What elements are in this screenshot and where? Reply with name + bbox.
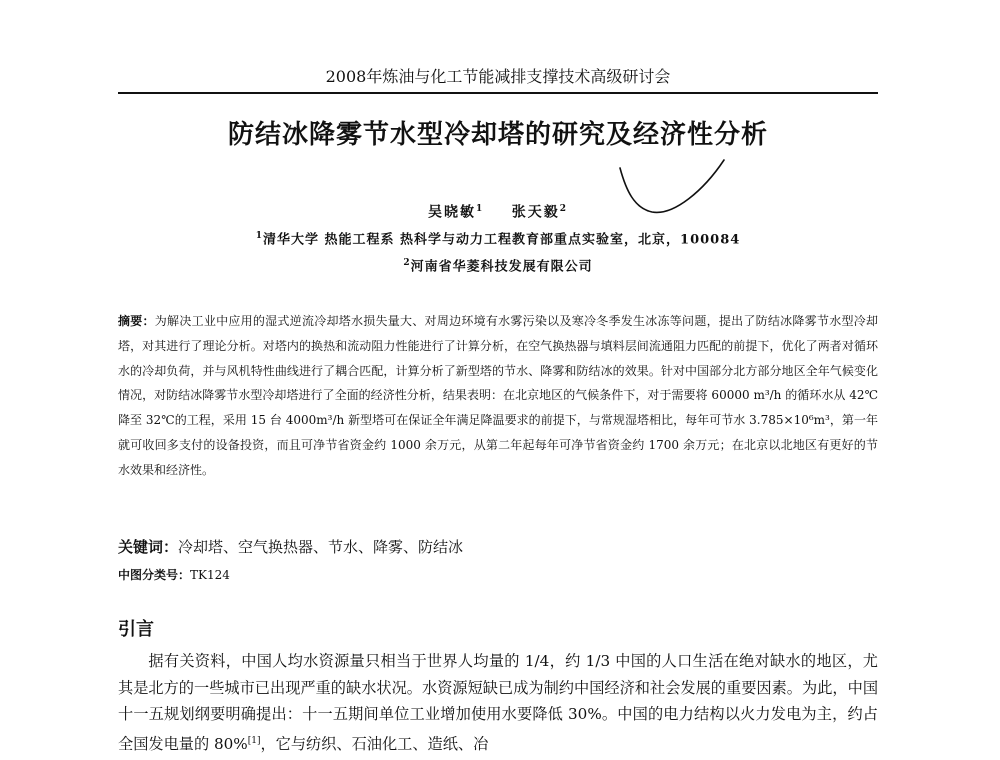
abstract-text: 为解决工业中应用的湿式逆流冷却塔水损失量大、对周边环境有水雾污染以及寒冷冬季发生冰冻等问题，提出了防结冰降雾节水型冷却塔，对其进行了理论分析。对塔内的换热和流动阻力性能进行了计算分析，在空气换热器与填料层间流通阻力匹配的前提下，优化了两者对循环水的冷却负荷，并与风机特性曲线进行了耦合匹配，计算分析了新型塔的节水、降雾和防结冰的效果。针对中国部分北方部分地区全年气候变化情况，对防结冰降雾节水型冷却塔进行了全面的经济性分析，结果表明：在北京地区的气候条件下，对于需要将 60000 m³/h 的循环水从 42℃降至 32℃的工程，采用 15 台 4000m³/h 新型塔可在保证全年满足降温要求的前提下，与常规湿塔相比，每年可节水 3.785×10⁶m³，第一年就可收回多支付的设备投资，而且可净节省资金约 1000 余万元，从第二年起每年可净节省资金约 1700 余万元；在北京以北地区有更好的节水效果和经济性。 <box>118 314 878 477</box>
introduction-paragraph <box>118 648 878 757</box>
affiliation <box>118 227 878 249</box>
author-mark: 2 <box>559 204 569 214</box>
abstract-label: 摘要： <box>118 314 155 328</box>
author-mark: 1 <box>475 204 485 214</box>
paper-title: 防结冰降雾节水型冷却塔的研究及经济性分析 <box>227 120 768 150</box>
affiliation <box>118 254 878 276</box>
citation-reference: [1] <box>247 735 261 746</box>
affiliation-mark: 1 <box>255 231 263 241</box>
header-rule <box>118 92 878 94</box>
intro-text: 据有关资料，中国人均水资源量只相当于世界人均量的 1/4，约 1/3 中国的人口生活在绝对缺水的地区，尤其是北方的一些城市已出现严重的缺水状况。水资源短缺已成为制约中国经济和社会发展的重要因素。为此，中国十一五规划纲要明确提出：十一五期间单位工业增加使用水要降低 30%。中国的电力结构以火力发电为主，约占全国发电量的 80% <box>118 652 878 753</box>
clc-value: TK124 <box>190 568 230 582</box>
keywords-label: 关键词： <box>118 538 179 556</box>
clc-label: 中图分类号： <box>118 568 191 582</box>
author-list <box>118 200 878 222</box>
section-heading-introduction: 引言 <box>118 619 154 640</box>
abstract <box>118 309 878 483</box>
keywords <box>118 536 878 558</box>
affiliation-mark: 2 <box>403 258 411 268</box>
affiliation-text: 河南省华菱科技发展有限公司 <box>410 259 593 275</box>
running-header: 2008年炼油与化工节能减排支撑技术高级研讨会 <box>325 67 671 86</box>
keywords-text: 冷却塔、空气换热器、节水、降雾、防结冰 <box>178 538 464 556</box>
author-name: 吴晓敏 <box>427 204 476 221</box>
affiliation-text: 清华大学 热能工程系 热科学与动力工程教育部重点实验室，北京，100084 <box>262 232 741 248</box>
intro-text-continued: ，它与纺织、石油化工、造纸、冶 <box>260 734 489 753</box>
author-name: 张天毅 <box>511 204 560 221</box>
classification-number <box>118 566 878 584</box>
